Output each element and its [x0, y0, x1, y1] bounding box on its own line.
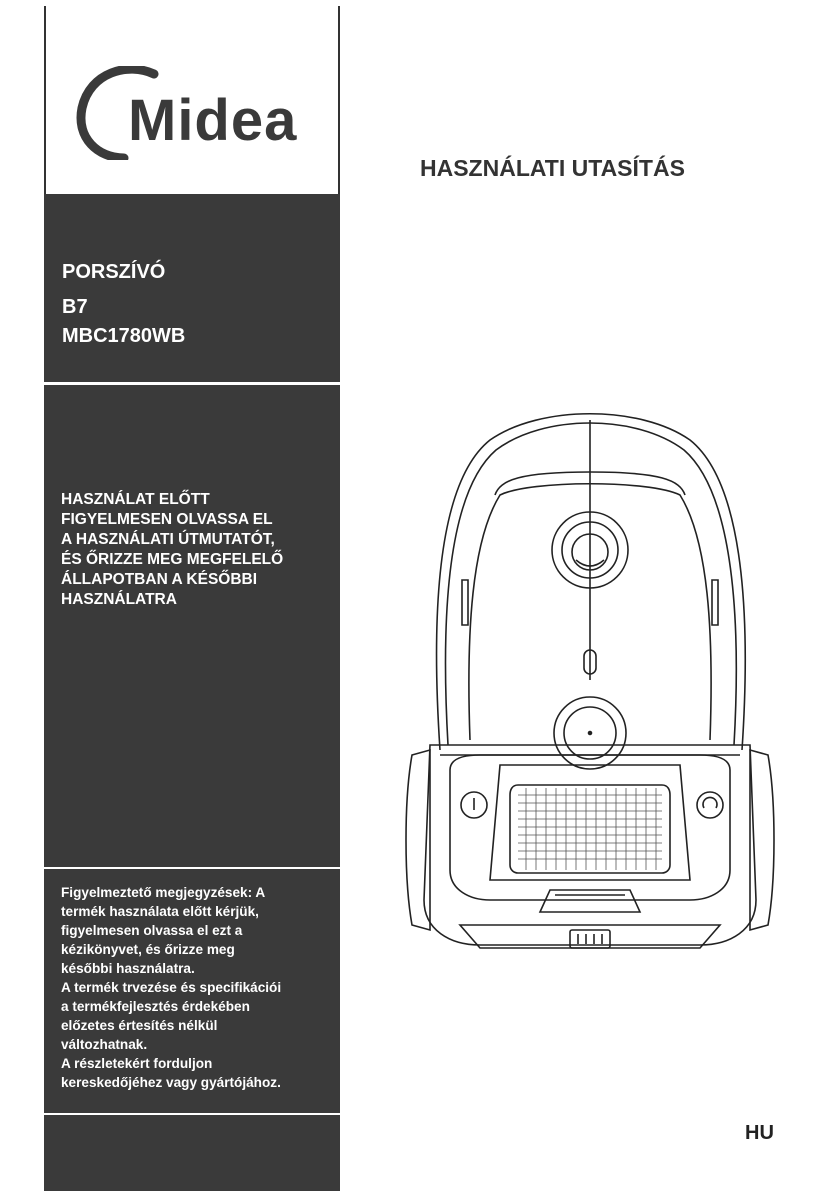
product-model: MBC1780WB — [62, 325, 186, 347]
footer-panel — [44, 1115, 340, 1191]
language-code: HU — [745, 1122, 774, 1144]
product-panel — [44, 194, 340, 382]
warning-title: HASZNÁLAT ELŐTT FIGYELMESEN OLVASSA EL A HASZNÁLATI ÚTMUTATÓT, ÉS ŐRIZZE MEG MEGFELELŐ ÁLLAPOTBAN A KÉSŐBBI HASZNÁLATRA — [61, 491, 284, 608]
cord-rewind-icon — [697, 792, 723, 818]
product-series: B7 — [62, 296, 88, 318]
power-icon — [461, 792, 487, 818]
right-border — [338, 6, 340, 194]
document-title: HASZNÁLATI UTASÍTÁS — [420, 155, 685, 181]
product-type: PORSZÍVÓ — [62, 261, 166, 283]
brand-logo-text: Midea — [128, 88, 298, 153]
warning-notes: Figyelmeztető megjegyzések: A termék használata előtt kérjük, figyelmesen olvassa el ezt a kézikönyvet, és őrizze meg későbbi használatra. A termék trvezése és specifikációi a termékfejlesztés érdekében előzetes értesítés nélkül változhatnak. A részletekért forduljon kereskedőjéhez vagy gyártójához. — [61, 885, 282, 1090]
vacuum-cleaner-illustration — [400, 400, 780, 960]
warning-panel — [44, 385, 340, 867]
